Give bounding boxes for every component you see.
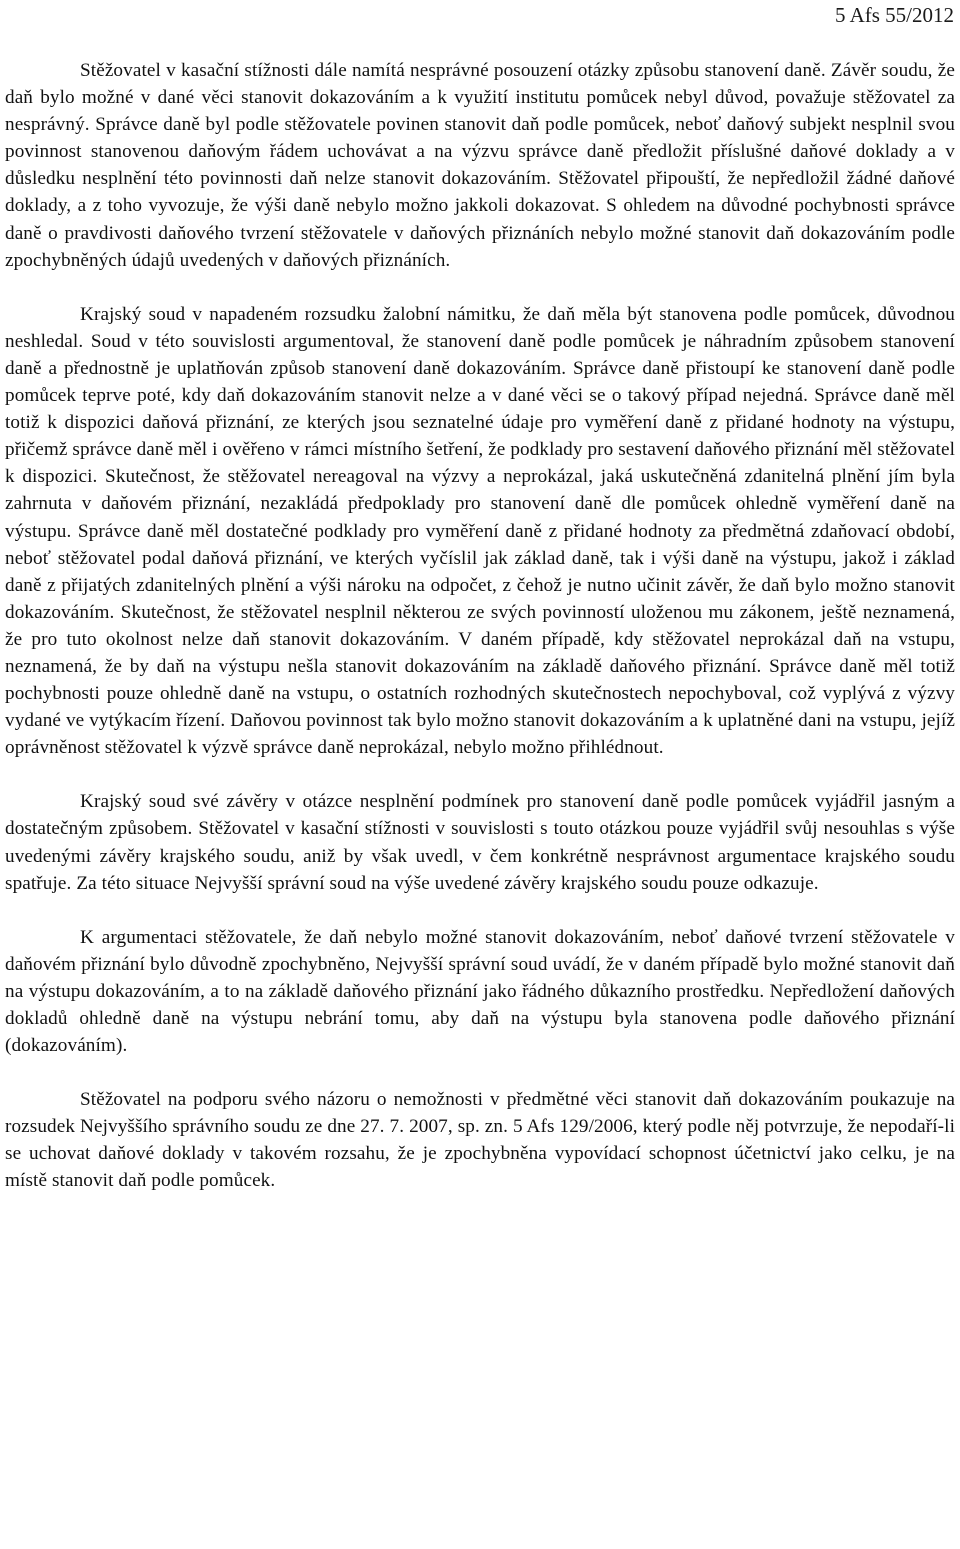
paragraph-3: Krajský soud své závěry v otázce nesplnění podmínek pro stanovení daně podle pomůcek vyjádřil jasným a dostatečným způsobem. Stěžovatel v kasační stížnosti v souvislosti s touto otázkou pouze vyjádřil svůj nesouhlas s výše uvedenými závěry krajského soudu, aniž by však uvedl, v čem konkrétně nesprávnost argumentace krajského soudu spatřuje. Za této situace Nejvyšší správní soud na výše uvedené závěry krajského soudu pouze odkazuje.: [5, 791, 955, 894]
paragraph-1: Stěžovatel v kasační stížnosti dále namítá nesprávné posouzení otázky způsobu stanovení daně. Závěr soudu, že daň bylo možné v dané věci stanovit dokazováním a k využití institutu pomůcek nebyl důvod, považuje stěžovatel za nesprávný. Správce daně byl podle stěžovatele povinen stanovit daň podle pomůcek, neboť daňový subjekt nesplnil svou povinnost stanovenou daňovým řádem uchovávat a na výzvu správce daně předložit příslušné daňové doklady a v důsledku nesplnění této povinnosti daň nelze stanovit dokazováním. Stěžovatel připouští, že nepředložil žádné daňové doklady, a z toho vyvozuje, že výši daně nebylo možno jakkoli dokazovat. S ohledem na důvodné pochybnosti správce daně o pravdivosti daňového tvrzení stěžovatele v daňových přiznáních nebylo možné stanovit daň dokazováním podle zpochybněných údajů uvedených v daňových přiznáních.: [5, 60, 955, 271]
file-reference: 5 Afs 55/2012: [834, 3, 954, 27]
document-body: [5, 57, 955, 1195]
paragraph-2: Krajský soud v napadeném rozsudku žalobní námitku, že daň měla být stanovena podle pomůcek, důvodnou neshledal. Soud v této souvislosti argumentoval, že stanovení daně podle pomůcek je náhradním způsobem stanovení daně a přednostně je uplatňován způsob stanovení daně dokazováním. Správce daně přistoupí ke stanovení daně podle pomůcek teprve poté, kdy daň dokazováním stanovit nelze a v dané věci se o takový případ nejedná. Správce daně měl totiž k dispozici daňová přiznání, ze kterých jsou seznatelné údaje pro vyměření daně z přidané hodnoty na výstupu, přičemž správce daně měl i ověřeno v rámci místního šetření, že podklady pro sestavení daňového přiznání měl stěžovatel k dispozici. Skutečnost, že stěžovatel nereagoval na výzvy a neprokázal, jaká uskutečněná zdanitelná plnění jím byla zahrnuta v daňovém přiznání, nezakládá předpoklady pro stanovení daně dle pomůcek ohledně vyměření daně na výstupu. Správce daně měl dostatečné podklady pro vyměření daně z přidané hodnoty za předmětná zdaňovací období, neboť stěžovatel podal daňová přiznání, ve kterých vyčíslil jak základ daně, tak i výši daně na výstupu, jakož i základ daně z přijatých zdanitelných plnění a výši nároku na odpočet, z čehož je nutno učinit závěr, že daň bylo možno stanovit dokazováním. Skutečnost, že stěžovatel nesplnil některou ze svých povinností uloženou mu zákonem, ještě neznamená, že pro tuto okolnost nelze daň stanovit dokazováním. V daném případě, kdy stěžovatel neprokázal daň na vstupu, neznamená, že by daň na výstupu nešla stanovit dokazováním na základě daňového přiznání. Správce daně měl totiž pochybnosti pouze ohledně daně na vstupu, o ostatních rozhodných skutečnostech nepochyboval, což vyplývá z výzvy vydané ve vytýkacím řízení. Daňovou povinnost tak bylo možno stanovit dokazováním a k uplatněné dani na vstupu, jejíž oprávněnost stěžovatel k výzvě správce daně neprokázal, nebylo možno přihlédnout.: [5, 303, 955, 759]
paragraph-5: Stěžovatel na podporu svého názoru o nemožnosti v předmětné věci stanovit daň dokazováním poukazuje na rozsudek Nejvyššího správního soudu ze dne 27. 7. 2007, sp. zn. 5 Afs 129/2006, který podle něj potvrzuje, že nepodaří-li se uchovat daňové doklady v takovém rozsahu, že je zpochybněna vypovídací schopnost účetnictví jako celku, je na místě stanovit daň podle pomůcek.: [5, 1089, 955, 1192]
paragraph-4: K argumentaci stěžovatele, že daň nebylo možné stanovit dokazováním, neboť daňové tvrzení stěžovatele v daňovém přiznání bylo důvodně zpochybněno, Nejvyšší správní soud uvádí, že v daném případě bylo možné stanovit daň na výstupu dokazováním, a to na základě daňového přiznání jako řádného důkazního prostředku. Nepředložení daňových dokladů ohledně daně na výstupu nebrání tomu, aby daň na výstupu byla stanovena podle daňového přiznání (dokazováním).: [5, 926, 955, 1057]
